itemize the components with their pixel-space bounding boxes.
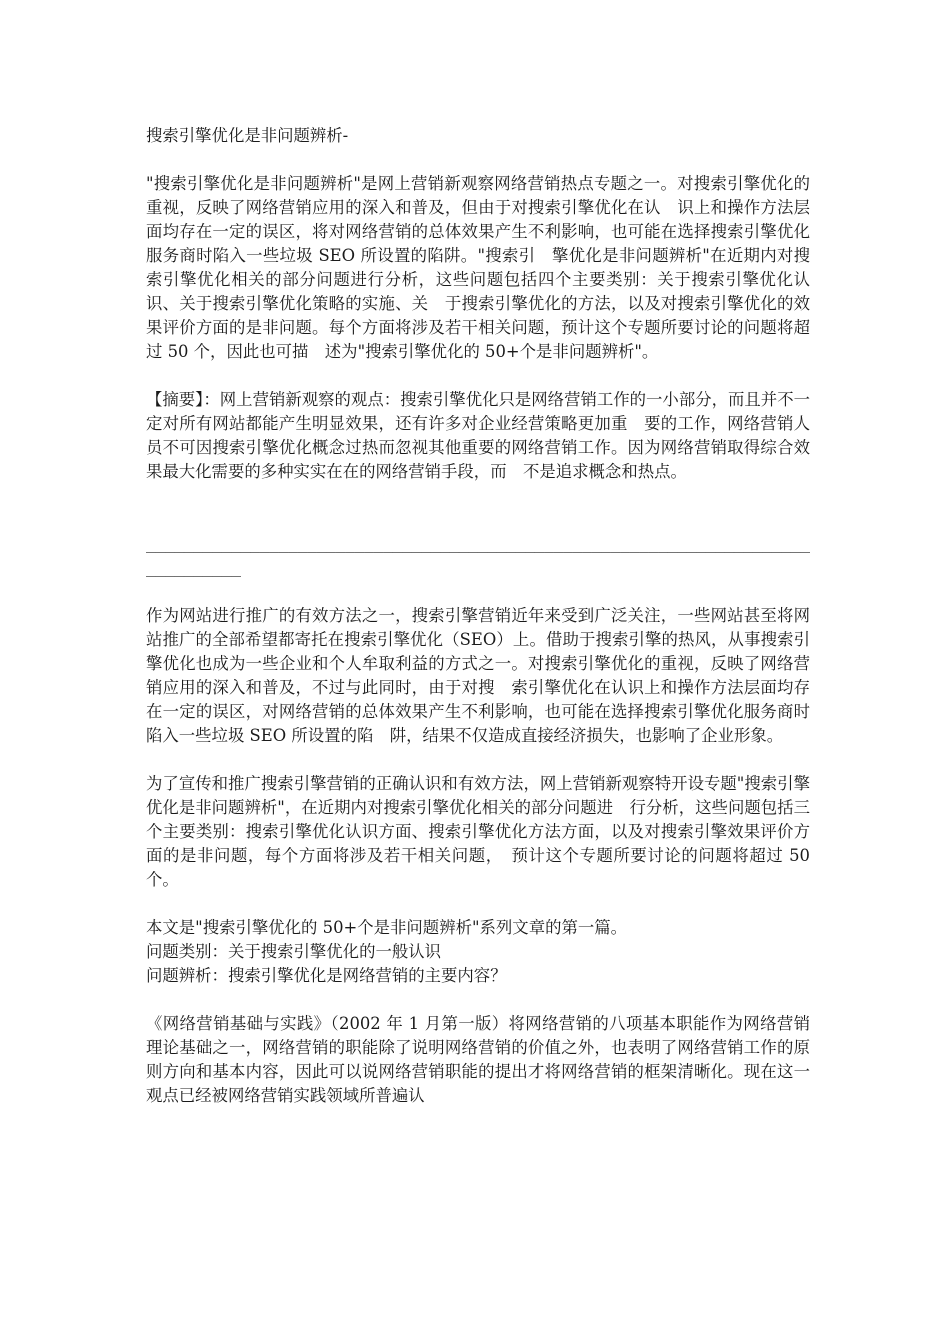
body-paragraph-3: 《网络营销基础与实践》（2002 年 1 月第一版）将网络营销的八项基本职能作为网络营销理论基础之一，网络营销的职能除了说明网络营销的价值之外，也表明了网络营销工作的原则方向和基本内容，因此可以说网络营销职能的提出才将网络营销的框架清晰化。现在这一观点已经被网络营销实践领域所普遍认 (146, 1014, 810, 1105)
question-analysis: 问题辨析：搜索引擎优化是网络营销的主要内容？ (146, 966, 507, 985)
series-note: 本文是"搜索引擎优化的 50+个是非问题辨析"系列文章的第一篇。 (146, 918, 628, 937)
spacer (146, 892, 810, 916)
intro-paragraph: "搜索引擎优化是非问题辨析"是网上营销新观察网络营销热点专题之一。对搜索引擎优化的重视，反映了网络营销应用的深入和普及，但由于对搜索引擎优化在认 识上和操作方法层面均存在一定的误区，将对网络营销的总体效果产生不利影响，也可能在选择搜索引擎优化服务商时陷入一些垃圾 SEO 所设置的陷阱。"搜索引 擎优化是非问题辨析"在近期内对搜索引擎优化相关的部分问题进行分析，这些问题包括四个主要类别：关于搜索引擎优化认识、关于搜索引擎优化策略的实施、关 于搜索引擎优化的方法，以及对搜索引擎优化的效果评价方面的是非问题。每个方面将涉及若干相关问题，预计这个专题所要讨论的问题将超过 50 个，因此也可描 述为"搜索引擎优化的 50+个是非问题辨析"。 (146, 174, 810, 361)
body-paragraph-2: 为了宣传和推广搜索引擎营销的正确认识和有效方法，网上营销新观察特开设专题"搜索引擎优化是非问题辨析"，在近期内对搜索引擎优化相关的部分问题进 行分析，这些问题包括三个主要类别：搜索引擎优化认识方面、搜索引擎优化方法方面，以及对搜索引擎效果评价方面的是非问题，每个方面将涉及若干相关问题， 预计这个专题所要讨论的问题将超过 50 个。 (146, 774, 810, 889)
divider-line: ________________________________________________________________________________ (146, 534, 810, 577)
body-paragraph-1: 作为网站进行推广的有效方法之一，搜索引擎营销近年来受到广泛关注，一些网站甚至将网站推广的全部希望都寄托在搜索引擎优化（SEO）上。借助于搜索引擎的热风，从事搜索引擎优化也成为一些企业和个人牟取利益的方式之一。对搜索引擎优化的重视，反映了网络营销应用的深入和普及，不过与此同时，由于对搜 索引擎优化在认识上和操作方法层面均存在一定的误区，对网络营销的总体效果产生不利影响，也可能在选择搜索引擎优化服务商时陷入一些垃圾 SEO 所设置的陷 阱，结果不仅造成直接经济损失，也影响了企业形象。 (146, 606, 810, 745)
spacer (146, 580, 810, 604)
question-category: 问题类别：关于搜索引擎优化的一般认识 (146, 942, 442, 961)
spacer (146, 988, 810, 1012)
document-page (146, 124, 810, 1108)
spacer (146, 148, 810, 172)
abstract-paragraph: 【摘要】：网上营销新观察的观点：搜索引擎优化只是网络营销工作的一小部分，而且并不一定对所有网站都能产生明显效果，还有许多对企业经营策略更加重 要的工作，网络营销人员不可因搜索引擎优化概念过热而忽视其他重要的网络营销工作。因为网络营销取得综合效果最大化需要的多种实实在在的网络营销手段，而 不是追求概念和热点。 (146, 390, 810, 481)
spacer (146, 748, 810, 772)
spacer (146, 484, 810, 532)
document-title: 搜索引擎优化是非问题辨析- (146, 126, 349, 145)
spacer (146, 364, 810, 388)
